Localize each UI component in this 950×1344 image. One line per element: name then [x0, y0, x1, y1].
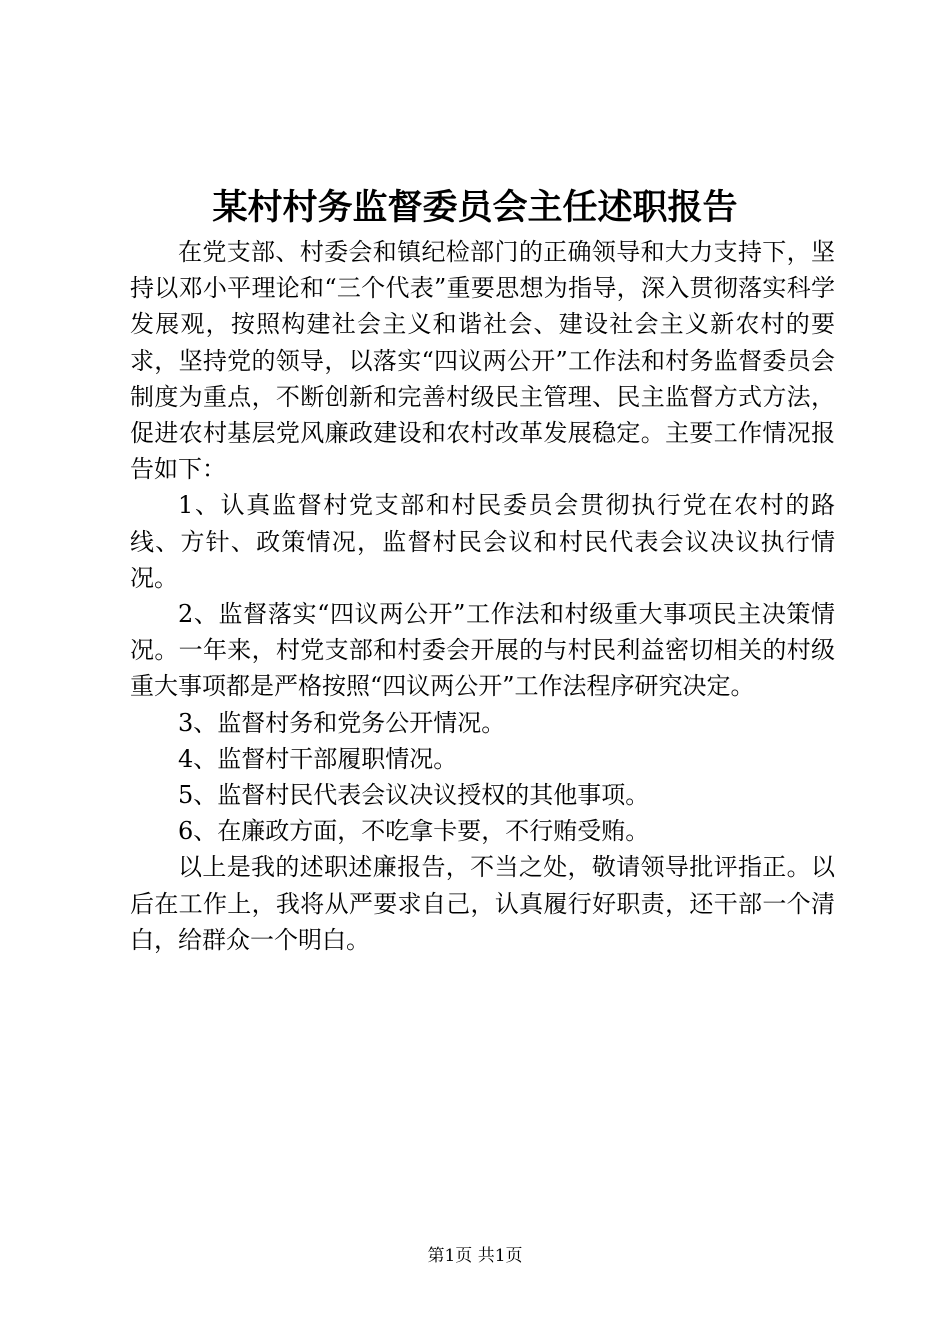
- paragraph-closing: 以上是我的述职述廉报告，不当之处，敬请领导批评指正。以后在工作上，我将从严要求自己，认真履行好职责，还干部一个清白，给群众一个明白。: [130, 853, 835, 954]
- paragraph-item-4: 4、监督村干部履职情况。: [178, 744, 458, 773]
- document-title: 某村村务监督委员会主任述职报告: [212, 187, 738, 228]
- paragraph-item-1: 1、认真监督村党支部和村民委员会贯彻执行党在农村的路线、方针、政策情况，监督村民会议和村民代表会议决议执行情况。: [130, 491, 835, 592]
- page-number-footer: 第1页 共1页: [427, 1246, 523, 1266]
- paragraph-item-6: 6、在廉政方面，不吃拿卡要，不行贿受贿。: [178, 817, 650, 846]
- paragraph-item-5: 5、监督村民代表会议决议授权的其他事项。: [178, 781, 650, 810]
- paragraph-intro: 在党支部、村委会和镇纪检部门的正确领导和大力支持下，坚持以邓小平理论和“三个代表”重要思想为指导，深入贯彻落实科学发展观，按照构建社会主义和谐社会、建设社会主义新农村的要求，坚持党的领导，以落实“四议两公开”工作法和村务监督委员会制度为重点，不断创新和完善村级民主管理、民主监督方式方法，促进农村基层党风廉政建设和农村改革发展稳定。主要工作情况报告如下：: [130, 238, 835, 484]
- paragraph-item-2: 2、监督落实“四议两公开”工作法和村级重大事项民主决策情况。一年来，村党支部和村委会开展的与村民利益密切相关的村级重大事项都是严格按照“四议两公开”工作法程序研究决定。: [130, 600, 835, 701]
- document-body: [130, 234, 835, 958]
- paragraph-item-3: 3、监督村务和党务公开情况。: [178, 708, 506, 737]
